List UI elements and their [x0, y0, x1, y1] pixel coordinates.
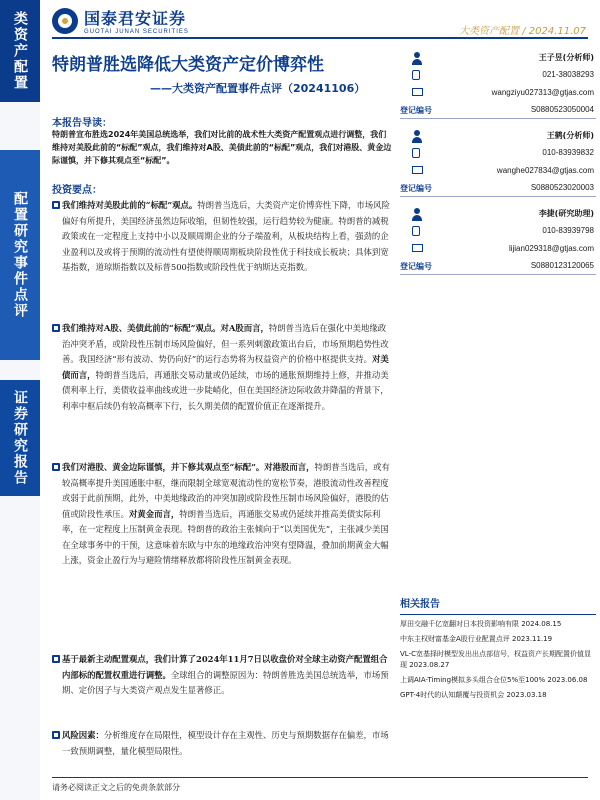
- guide-text: 特朗普宣布胜选2024年美国总统选举，我们对比前的战术性大类资产配置观点进行调整，我们维持对美股此前的“标配”观点，我们维持对A股、美债此前的“标配”观点，我们对港股、黄金边际谨慎，并下修其观点至“标配”。: [52, 130, 392, 165]
- report-title: 特朗普胜选降低大类资产定价博弈性: [52, 55, 324, 75]
- point-lead: 基于最新主动配置观点，我们计算了2024年11月7日以收盘价对全球主动资产配置组合内部标的配置权重进行调整。: [62, 654, 388, 680]
- related-reports: [400, 595, 596, 701]
- point-lead: 我们维持对A股、美债此前的“标配”观点。对A股而言，: [62, 323, 269, 333]
- related-report-link[interactable]: GPT-4时代的认知颠覆与投资机会 2023.03.18: [400, 691, 547, 699]
- page-header: [40, 0, 600, 40]
- analyst-email[interactable]: wangziyu027313@gtjas.com: [491, 88, 594, 97]
- person-icon: [410, 52, 424, 66]
- sidebar: [0, 0, 40, 800]
- point-text: 特朗普当选后，或有较高概率提升美国通胀中枢，继而限制全球宽观流动性的宽松节奏，港股流动性改善程度或弱于此前预期，此外，中美地缘政治的冲突加剧或阶段性压制市场风险偏好，港股的估值或阶段性承压。: [62, 462, 390, 519]
- related-report-link[interactable]: 上调AIA-Timing模拟多头组合仓位5%至100% 2023.06.08: [400, 676, 588, 684]
- mail-icon: [412, 88, 424, 98]
- phone-icon: [412, 148, 424, 158]
- registration-label: 登记编号: [400, 106, 432, 115]
- mail-icon: [412, 244, 424, 254]
- registration-number: S0880523050004: [530, 105, 594, 114]
- bullet-icon: [52, 655, 60, 663]
- related-report-link[interactable]: 厚田交融千亿宽翻对日本投资影响有限 2024.08.15: [400, 620, 562, 628]
- registration-number: S0880123120065: [530, 261, 594, 270]
- report-subtitle: ——大类资产配置事件点评（20241106）: [150, 82, 366, 95]
- investment-point-1: [52, 198, 394, 276]
- phone-icon: [412, 70, 424, 80]
- related-report-link[interactable]: 中东主权财富基金A股行业配置点评 2023.11.19: [400, 635, 553, 643]
- brand-logo: [52, 6, 189, 35]
- point-lead: 我们对港股、黄金边际谨慎，并下修其观点至“标配”。对港股而言，: [62, 462, 315, 472]
- bullet-icon: [52, 324, 60, 332]
- logo-name-cn: 国泰君安证券: [84, 9, 187, 28]
- analyst-phone: 021-38038293: [542, 70, 594, 79]
- point-text: 分析维度存在局限性，模型设计存在主观性、历史与预期数据存在偏差，市场一致预期调整，量化模型局限性。: [62, 730, 389, 756]
- registration-label: 登记编号: [400, 262, 432, 271]
- sidebar-label: 证券研究报告: [12, 390, 28, 486]
- analyst-phone: 010-83939798: [542, 226, 594, 235]
- point-text: 特朗普当选后，大类资产定价博弈性下降，市场风险偏好有所提升，美国经济虽然边际收缩，但韧性较强，运行趋势较为健康。特朗普的减税政策或在一定程度上支持中小以及顺周期企业的分子端盈利，从板块结构上看，强劲的企业盈利以及或将于预期的流动性有望使得顺周期板块阶段性优于科技成长板块；具体到宽基指数，道琼斯指数以及标普500指数或阶段性优于纳斯达克指数。: [62, 200, 390, 272]
- footer-disclaimer: 请务必阅读正文之后的免责条款部分: [52, 783, 180, 792]
- guide-heading: 本报告导读：: [52, 118, 112, 129]
- footer-divider: [52, 777, 588, 778]
- logo-emblem-icon: [52, 8, 78, 34]
- analyst-name: 王鹤(分析师): [546, 131, 594, 140]
- analyst-divider: [400, 118, 596, 119]
- bullet-icon: [52, 201, 60, 209]
- analyst-divider: [400, 274, 596, 275]
- point-text-2: 特朗普当选后，再通胀交易动量或仍延续，市场的通胀预期维持上修，并推动美债利率上行，美债收益率曲线或进一步陡峭化，但在美国经济边际收敛并降温的背景下，利率中枢后续仍有较高概率下行，长久期美债的配置价值正在逐渐提升。: [62, 369, 389, 411]
- bullet-icon: [52, 463, 60, 471]
- investment-point-3: [52, 460, 394, 569]
- header-category-date: 大类资产配置 / 2024.11.07: [459, 26, 586, 37]
- investment-point-2: [52, 321, 394, 414]
- sidebar-label: 配置研究事件点评: [12, 191, 28, 319]
- point-lead: 风险因素：: [62, 730, 104, 740]
- investment-point-4: [52, 652, 394, 699]
- analyst-email[interactable]: wanghe027834@gtjas.com: [496, 166, 594, 175]
- analyst-card: [400, 204, 596, 314]
- header-divider: [52, 37, 588, 39]
- phone-icon: [412, 226, 424, 236]
- point-lead-2: 对美债而言，: [62, 354, 389, 380]
- sidebar-block-asset-allocation: [0, 0, 40, 102]
- bullet-icon: [52, 731, 60, 739]
- analyst-name: 李捷(研究助理): [538, 209, 594, 218]
- analyst-divider: [400, 196, 596, 197]
- registration-label: 登记编号: [400, 184, 432, 193]
- sidebar-block-report-type: [0, 150, 40, 360]
- point-text-2: 特朗普当选后，再通胀交易或仍延续并推高美债实际利率，在一定程度上压制黄金表现。特朗普的政治主张倾向于“以美国优先”，主张减少美国在全球事务中的干预，这意味着东欧与中东的地缘政治冲突有望降温，叠加前期黄金大幅上涨，资金止盈行为与避险情绪释放都将阶段性压制黄金表现。: [62, 508, 389, 565]
- point-lead: 我们维持对美股此前的“标配”观点。: [62, 200, 198, 210]
- related-reports-heading: 相关报告: [400, 595, 596, 615]
- sidebar-block-securities-research: [0, 380, 40, 496]
- analyst-email[interactable]: lijian029318@gtjas.com: [508, 244, 594, 253]
- points-heading: 投资要点：: [52, 185, 102, 196]
- analyst-phone: 010-83939832: [542, 148, 594, 157]
- point-text: 全球组合的调整原因为：特朗普胜选美国总统选举，市场预期、定价因子与大类资产观点发生显著修正。: [62, 669, 389, 695]
- registration-number: S0880523020003: [530, 183, 594, 192]
- logo-name-en: GUOTAI JUNAN SECURITIES: [84, 29, 189, 35]
- related-report-link[interactable]: VL-C宽基择时模型发出出点部信号，权益资产长期配置价值显现 2023.08.27: [400, 650, 591, 669]
- analyst-name: 王子昱(分析师): [538, 53, 594, 62]
- person-icon: [410, 130, 424, 144]
- mail-icon: [412, 166, 424, 176]
- person-icon: [410, 208, 424, 222]
- sidebar-label: 类资产配置: [12, 11, 28, 91]
- point-text: 特朗普当选后在强化中美地缘政治冲突矛盾，或阶段性压制市场风险偏好，但一系列刺激政策出台后，市场预期趋势性改善。我国经济“形有波动、势仍向好”的运行态势将为权益资产的价格中枢提供支持。: [62, 323, 389, 364]
- investment-point-5: [52, 728, 394, 759]
- point-lead-2: 对黄金而言，: [129, 508, 180, 519]
